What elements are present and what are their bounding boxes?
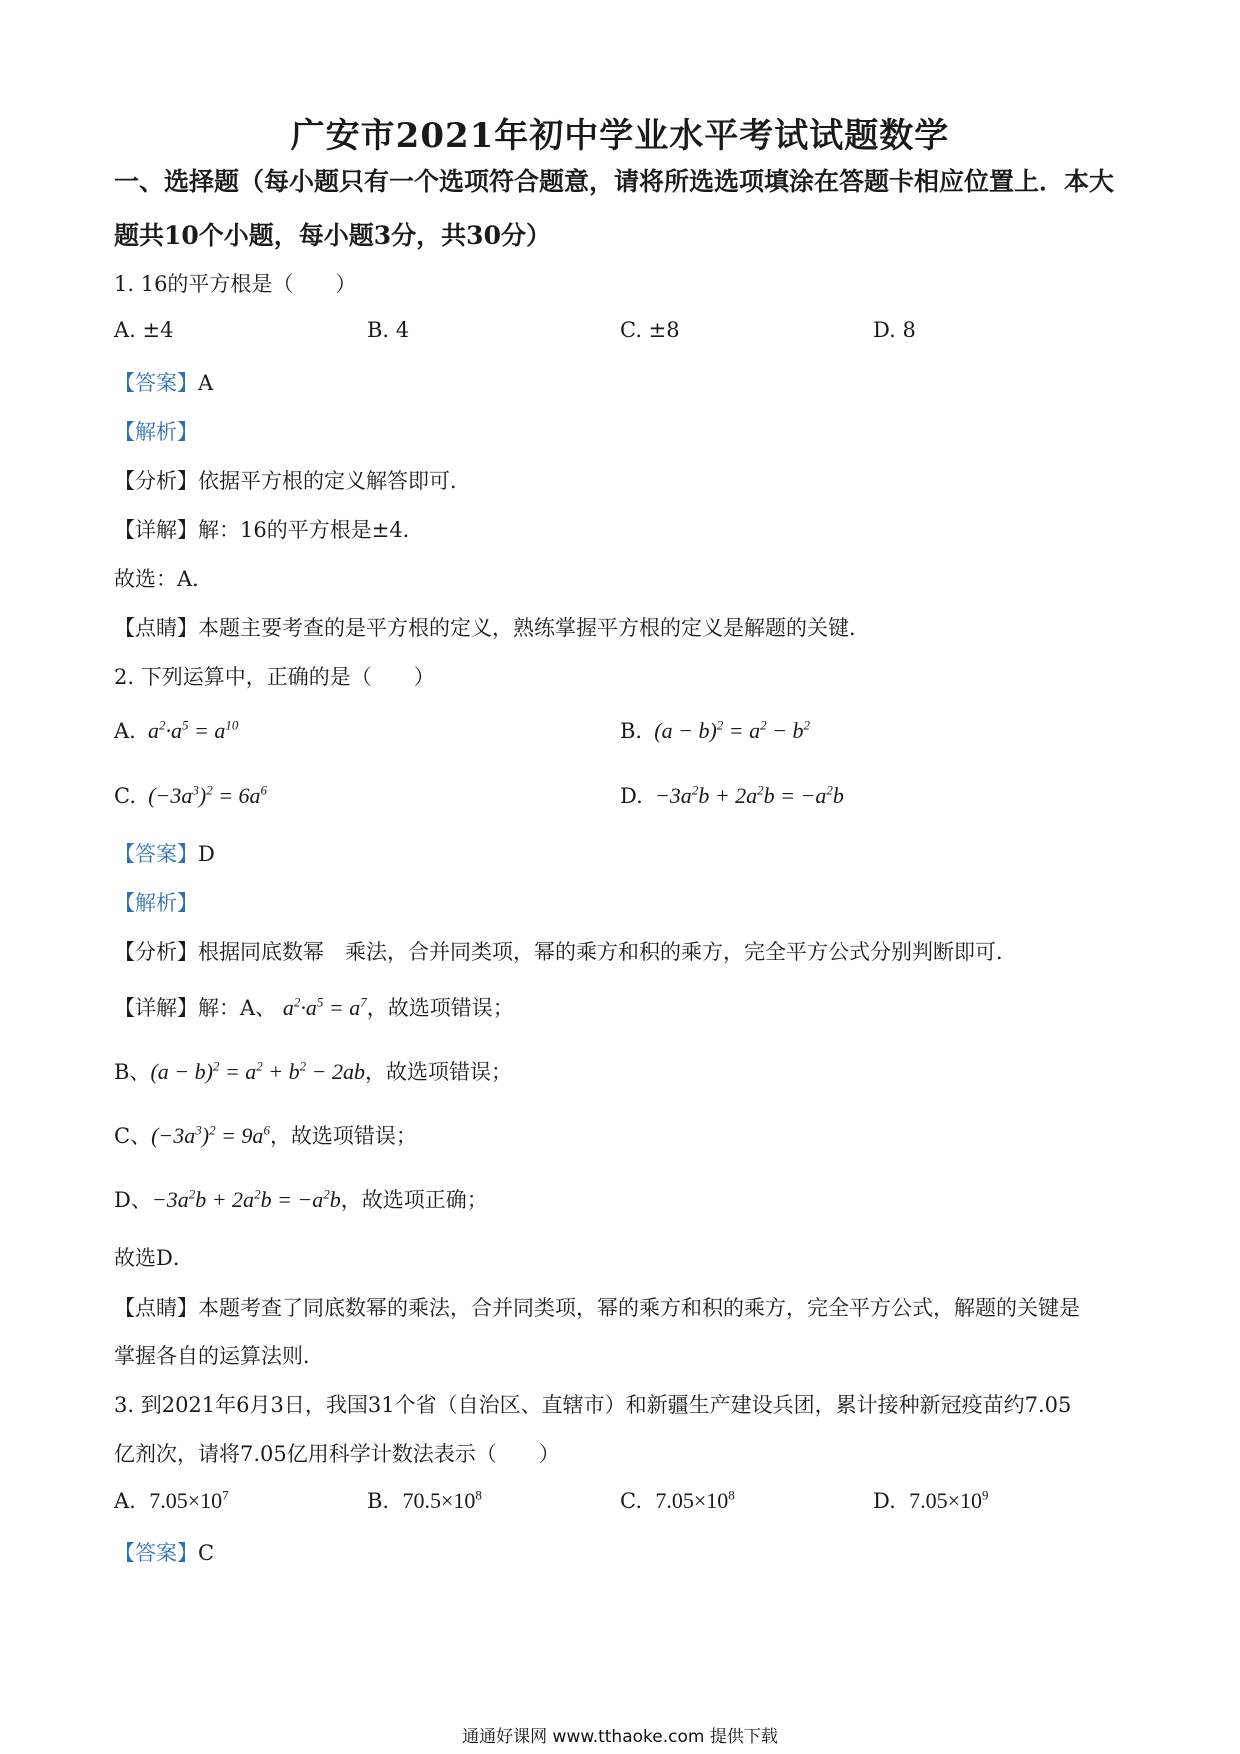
q2-step-c-verdict: ，故选项错误； bbox=[269, 1124, 417, 1148]
q3-option-a bbox=[114, 1488, 229, 1514]
question-1-stem: 1. 16的平方根是（ ） bbox=[114, 272, 357, 296]
q1-xiangjie-text: 解：16的平方根是±4． bbox=[198, 518, 424, 542]
q2-fenxi bbox=[114, 936, 1017, 966]
q3-option-b-mantissa: 70.5×10 bbox=[402, 1488, 476, 1513]
q2-analysis-tag: 【解析】 bbox=[114, 891, 198, 915]
q2-option-b-label: B. bbox=[620, 719, 643, 743]
q2-option-b-formula: $(a - b)^2 = a^2 - b^2$ bbox=[648, 717, 811, 743]
q3-option-c-mantissa: 7.05×10 bbox=[655, 1488, 729, 1513]
q2-option-b bbox=[620, 718, 810, 744]
q2-step-b-verdict: ，故选项错误； bbox=[365, 1060, 513, 1084]
q1-answer bbox=[114, 367, 213, 397]
q3-option-d-exp: 9 bbox=[982, 1487, 989, 1503]
q2-dianjing-text1: 本题考查了同底数幂的乘法，合并同类项，幂的乘方和积的乘方，完全平方公式，解题的关键是 bbox=[198, 1296, 1080, 1320]
q2-answer-value: D bbox=[198, 842, 215, 866]
q2-step-a-formula: $a^2\cdot a^5 = a^7$ bbox=[282, 994, 367, 1020]
dianjing-tag: 【点睛】 bbox=[114, 1296, 198, 1320]
q3-option-c-label: C. bbox=[620, 1489, 642, 1513]
q3-answer bbox=[114, 1537, 214, 1567]
q2-step-d-verdict: ，故选项正确； bbox=[340, 1188, 488, 1212]
q3-option-a-exp: 7 bbox=[222, 1487, 229, 1503]
question-3-stem-line1: 3. 到2021年6月3日，我国31个省（自治区、直辖市）和新疆生产建设兵团，累计接种新冠疫苗约7.05 bbox=[114, 1393, 1072, 1417]
q2-xiangjie-a bbox=[114, 992, 514, 1022]
dianjing-tag: 【点睛】 bbox=[114, 616, 198, 640]
q2-answer bbox=[114, 838, 215, 868]
q2-xiangjie-prefix: 解：A、 bbox=[198, 996, 277, 1020]
answer-tag: 【答案】 bbox=[114, 1541, 198, 1565]
page-footer: 通通好课网 www.tthaoke.com 提供下载 bbox=[462, 1727, 778, 1747]
q2-option-d bbox=[620, 783, 844, 809]
q2-step-a-verdict: ，故选项错误； bbox=[366, 996, 514, 1020]
answer-tag: 【答案】 bbox=[114, 371, 198, 395]
q3-option-d-mantissa: 7.05×10 bbox=[909, 1488, 983, 1513]
q1-option-b: B. 4 bbox=[367, 318, 410, 342]
q2-xiangjie-b bbox=[114, 1056, 512, 1086]
q3-option-a-value bbox=[149, 1488, 228, 1513]
q3-option-a-label: A. bbox=[114, 1489, 136, 1513]
q2-option-d-formula: $-3a^2b + 2a^2b = -a^2b$ bbox=[649, 782, 844, 808]
q2-step-c-prefix: C、 bbox=[114, 1124, 152, 1148]
q1-fenxi-text: 依据平方根的定义解答即可． bbox=[198, 469, 471, 493]
q2-xiangjie-c bbox=[114, 1120, 417, 1150]
q1-option-c: C. ±8 bbox=[620, 318, 680, 342]
fenxi-tag: 【分析】 bbox=[114, 469, 198, 493]
q2-option-c-label: C. bbox=[114, 784, 136, 808]
q2-option-d-label: D. bbox=[620, 784, 643, 808]
q1-fenxi bbox=[114, 465, 471, 495]
q3-option-b-exp: 8 bbox=[475, 1487, 482, 1503]
section-heading-line2: 题共10个小题，每小题3分，共30分） bbox=[114, 221, 551, 250]
q2-step-d-prefix: D、 bbox=[114, 1188, 152, 1212]
q3-option-b bbox=[367, 1488, 482, 1514]
q1-answer-value: A bbox=[198, 371, 214, 395]
q2-step-c-formula: $(-3a^3)^2 = 9a^6$ bbox=[151, 1122, 270, 1148]
q2-option-a bbox=[114, 718, 238, 744]
q2-dianjing-line1 bbox=[114, 1292, 1080, 1322]
fenxi-tag: 【分析】 bbox=[114, 940, 198, 964]
q2-choose: 故选D． bbox=[114, 1246, 194, 1270]
q2-dianjing-line2: 掌握各自的运算法则． bbox=[114, 1344, 324, 1368]
q3-option-b-label: B. bbox=[367, 1489, 390, 1513]
q3-option-c-exp: 8 bbox=[728, 1487, 735, 1503]
answer-tag: 【答案】 bbox=[114, 842, 198, 866]
xiangjie-tag: 【详解】 bbox=[114, 996, 198, 1020]
q2-option-a-label: A. bbox=[114, 719, 136, 743]
q2-option-c bbox=[114, 783, 267, 809]
q1-option-d: D. 8 bbox=[873, 318, 916, 342]
xiangjie-tag: 【详解】 bbox=[114, 518, 198, 542]
q1-analysis-tag: 【解析】 bbox=[114, 420, 198, 444]
question-2-stem: 2. 下列运算中，正确的是（ ） bbox=[114, 665, 435, 689]
q3-option-b-value bbox=[402, 1488, 481, 1513]
question-3-stem-line2: 亿剂次，请将7.05亿用科学计数法表示（ ） bbox=[114, 1442, 560, 1466]
page-title: 广安市2021年初中学业水平考试试题数学 bbox=[290, 116, 950, 156]
q2-option-a-formula: $a^2\cdot a^5 = a^{10}$ bbox=[142, 717, 239, 743]
q2-xiangjie-d bbox=[114, 1184, 488, 1214]
q2-option-c-formula: $(-3a^3)^2 = 6a^6$ bbox=[142, 782, 268, 808]
q2-step-b-prefix: B、 bbox=[114, 1060, 151, 1084]
q2-fenxi-text: 根据同底数幂 乘法，合并同类项，幂的乘方和积的乘方，完全平方公式分别判断即可． bbox=[198, 940, 1017, 964]
q3-option-c-value bbox=[655, 1488, 734, 1513]
q3-option-c bbox=[620, 1488, 735, 1514]
q1-xiangjie bbox=[114, 514, 424, 544]
q3-option-d-label: D. bbox=[873, 1489, 896, 1513]
q3-answer-value: C bbox=[198, 1541, 215, 1565]
q3-option-d-value bbox=[909, 1488, 988, 1513]
q3-option-d bbox=[873, 1488, 989, 1514]
section-heading-line1: 一、选择题（每小题只有一个选项符合题意，请将所选选项填涂在答题卡相应位置上．本大 bbox=[114, 167, 1115, 196]
q1-dianjing-text: 本题主要考查的是平方根的定义，熟练掌握平方根的定义是解题的关键． bbox=[198, 616, 870, 640]
q1-option-a: A. ±4 bbox=[114, 318, 174, 342]
q2-step-b-formula: $(a - b)^2 = a^2 + b^2 - 2ab$ bbox=[150, 1058, 366, 1084]
q1-choose: 故选：A． bbox=[114, 567, 214, 591]
q3-option-a-mantissa: 7.05×10 bbox=[149, 1488, 223, 1513]
q2-step-d-formula: $-3a^2b + 2a^2b = -a^2b$ bbox=[151, 1186, 341, 1212]
q1-dianjing bbox=[114, 612, 870, 642]
